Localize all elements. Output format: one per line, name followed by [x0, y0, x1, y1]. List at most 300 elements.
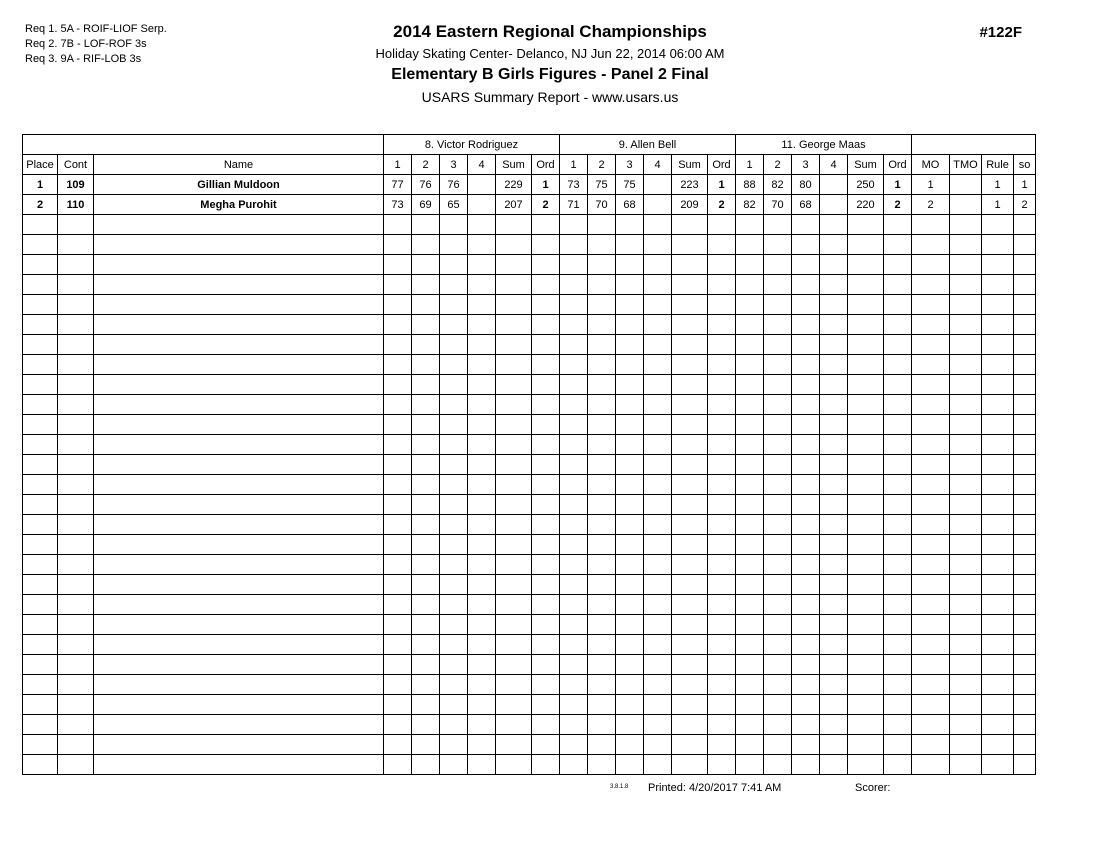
header-judge3-2: 2 — [764, 155, 792, 175]
header-judge3-ord: Ord — [884, 155, 912, 175]
empty-cell — [672, 575, 708, 595]
empty-cell — [560, 375, 588, 395]
empty-cell — [560, 215, 588, 235]
empty-cell — [764, 715, 792, 735]
empty-cell — [982, 335, 1014, 355]
empty-cell — [884, 675, 912, 695]
empty-cell — [532, 455, 560, 475]
empty-cell — [708, 755, 736, 775]
empty-cell — [736, 435, 764, 455]
empty-cell — [616, 435, 644, 455]
empty-cell — [532, 435, 560, 455]
empty-cell — [1014, 695, 1036, 715]
empty-cell — [440, 695, 468, 715]
empty-cell — [708, 675, 736, 695]
empty-cell — [412, 555, 440, 575]
empty-row — [23, 735, 1036, 755]
header-judge2-2: 2 — [588, 155, 616, 175]
empty-cell — [672, 495, 708, 515]
empty-cell — [588, 415, 616, 435]
empty-cell — [884, 735, 912, 755]
empty-cell — [736, 235, 764, 255]
empty-cell — [950, 655, 982, 675]
empty-cell — [950, 535, 982, 555]
empty-cell — [764, 695, 792, 715]
empty-cell — [848, 655, 884, 675]
empty-cell — [58, 515, 94, 535]
cell-judge2-ord: 2 — [708, 195, 736, 215]
empty-cell — [912, 615, 950, 635]
header-judge3-4: 4 — [820, 155, 848, 175]
empty-cell — [736, 515, 764, 535]
empty-cell — [532, 355, 560, 375]
empty-cell — [848, 235, 884, 255]
empty-cell — [440, 375, 468, 395]
empty-cell — [884, 255, 912, 275]
empty-cell — [644, 375, 672, 395]
cell-judge2-score2: 70 — [588, 195, 616, 215]
empty-cell — [23, 295, 58, 315]
empty-cell — [982, 215, 1014, 235]
empty-cell — [1014, 435, 1036, 455]
empty-cell — [1014, 735, 1036, 755]
empty-cell — [736, 395, 764, 415]
empty-cell — [950, 235, 982, 255]
empty-cell — [912, 355, 950, 375]
cell-so: 1 — [1014, 175, 1036, 195]
empty-cell — [532, 415, 560, 435]
empty-cell — [792, 235, 820, 255]
empty-cell — [644, 275, 672, 295]
empty-row — [23, 695, 1036, 715]
empty-row — [23, 215, 1036, 235]
empty-cell — [412, 415, 440, 435]
empty-cell — [672, 735, 708, 755]
empty-cell — [736, 495, 764, 515]
empty-cell — [588, 595, 616, 615]
empty-cell — [950, 295, 982, 315]
empty-cell — [23, 275, 58, 295]
empty-cell — [912, 335, 950, 355]
empty-cell — [588, 495, 616, 515]
empty-cell — [94, 455, 384, 475]
empty-cell — [736, 635, 764, 655]
empty-cell — [588, 755, 616, 775]
empty-cell — [912, 475, 950, 495]
empty-cell — [792, 455, 820, 475]
empty-cell — [496, 475, 532, 495]
empty-cell — [588, 355, 616, 375]
empty-cell — [94, 275, 384, 295]
empty-cell — [412, 455, 440, 475]
empty-cell — [560, 715, 588, 735]
cell-mo: 1 — [912, 175, 950, 195]
empty-cell — [764, 735, 792, 755]
empty-cell — [982, 255, 1014, 275]
empty-cell — [708, 235, 736, 255]
empty-cell — [440, 415, 468, 435]
empty-cell — [1014, 275, 1036, 295]
empty-cell — [58, 215, 94, 235]
empty-cell — [736, 475, 764, 495]
empty-cell — [708, 635, 736, 655]
header-judge3-sum: Sum — [848, 155, 884, 175]
empty-cell — [468, 655, 496, 675]
empty-cell — [384, 495, 412, 515]
empty-cell — [672, 675, 708, 695]
scorer-label: Scorer: — [855, 782, 891, 794]
empty-cell — [1014, 595, 1036, 615]
empty-cell — [384, 455, 412, 475]
empty-cell — [848, 215, 884, 235]
empty-cell — [616, 455, 644, 475]
empty-cell — [792, 395, 820, 415]
empty-cell — [23, 735, 58, 755]
empty-cell — [23, 555, 58, 575]
empty-cell — [912, 715, 950, 735]
empty-cell — [820, 355, 848, 375]
empty-cell — [412, 575, 440, 595]
empty-cell — [792, 255, 820, 275]
empty-cell — [950, 395, 982, 415]
empty-cell — [672, 355, 708, 375]
empty-cell — [94, 495, 384, 515]
empty-cell — [736, 555, 764, 575]
empty-cell — [792, 595, 820, 615]
empty-cell — [58, 595, 94, 615]
empty-cell — [644, 695, 672, 715]
empty-cell — [94, 575, 384, 595]
empty-cell — [950, 675, 982, 695]
empty-cell — [950, 375, 982, 395]
empty-cell — [532, 215, 560, 235]
empty-cell — [588, 735, 616, 755]
header-mo: MO — [912, 155, 950, 175]
empty-cell — [58, 535, 94, 555]
empty-cell — [644, 335, 672, 355]
cell-judge2-score1: 71 — [560, 195, 588, 215]
empty-cell — [588, 215, 616, 235]
empty-cell — [532, 695, 560, 715]
empty-cell — [496, 335, 532, 355]
empty-cell — [384, 515, 412, 535]
empty-cell — [792, 275, 820, 295]
empty-cell — [94, 335, 384, 355]
empty-row — [23, 655, 1036, 675]
empty-cell — [672, 455, 708, 475]
championship-title: 2014 Eastern Regional Championships — [393, 22, 707, 41]
empty-cell — [560, 235, 588, 255]
empty-cell — [884, 355, 912, 375]
empty-cell — [1014, 615, 1036, 635]
empty-cell — [23, 475, 58, 495]
empty-cell — [560, 515, 588, 535]
empty-cell — [384, 215, 412, 235]
empty-cell — [848, 435, 884, 455]
empty-cell — [1014, 255, 1036, 275]
empty-cell — [644, 235, 672, 255]
empty-row — [23, 415, 1036, 435]
empty-cell — [982, 315, 1014, 335]
empty-cell — [708, 415, 736, 435]
empty-cell — [644, 555, 672, 575]
empty-cell — [912, 275, 950, 295]
empty-cell — [1014, 235, 1036, 255]
empty-cell — [560, 635, 588, 655]
empty-cell — [23, 395, 58, 415]
empty-cell — [950, 355, 982, 375]
empty-cell — [58, 255, 94, 275]
empty-cell — [23, 455, 58, 475]
empty-cell — [23, 635, 58, 655]
empty-cell — [820, 655, 848, 675]
score-table — [22, 134, 1036, 775]
header-place: Place — [23, 155, 58, 175]
cell-judge1-score3: 65 — [440, 195, 468, 215]
judge-name-1: 8. Victor Rodriguez — [384, 135, 560, 155]
empty-cell — [848, 455, 884, 475]
empty-cell — [94, 435, 384, 455]
empty-cell — [496, 555, 532, 575]
empty-cell — [412, 535, 440, 555]
empty-cell — [820, 435, 848, 455]
empty-cell — [982, 415, 1014, 435]
cell-judge3-sum: 220 — [848, 195, 884, 215]
empty-cell — [672, 635, 708, 655]
empty-cell — [708, 395, 736, 415]
empty-cell — [58, 755, 94, 775]
empty-cell — [644, 715, 672, 735]
cell-judge3-score4 — [820, 195, 848, 215]
empty-cell — [532, 675, 560, 695]
empty-row — [23, 355, 1036, 375]
empty-cell — [616, 215, 644, 235]
empty-cell — [912, 755, 950, 775]
empty-cell — [820, 515, 848, 535]
header-cont: Cont — [58, 155, 94, 175]
empty-cell — [764, 235, 792, 255]
header-tmo: TMO — [950, 155, 982, 175]
empty-cell — [982, 475, 1014, 495]
empty-cell — [23, 375, 58, 395]
empty-cell — [792, 635, 820, 655]
cell-judge2-ord: 1 — [708, 175, 736, 195]
empty-cell — [672, 335, 708, 355]
empty-cell — [616, 615, 644, 635]
empty-cell — [912, 235, 950, 255]
empty-cell — [848, 255, 884, 275]
empty-cell — [94, 415, 384, 435]
empty-cell — [440, 555, 468, 575]
empty-cell — [912, 215, 950, 235]
empty-cell — [532, 315, 560, 335]
event-number: #122F — [979, 24, 1022, 41]
empty-cell — [468, 555, 496, 575]
empty-cell — [468, 335, 496, 355]
empty-cell — [532, 235, 560, 255]
header-judge2-sum: Sum — [672, 155, 708, 175]
empty-cell — [884, 715, 912, 735]
empty-cell — [764, 635, 792, 655]
empty-cell — [468, 275, 496, 295]
empty-cell — [912, 415, 950, 435]
empty-cell — [792, 755, 820, 775]
empty-cell — [672, 595, 708, 615]
empty-cell — [982, 655, 1014, 675]
empty-cell — [792, 735, 820, 755]
empty-cell — [532, 295, 560, 315]
empty-cell — [412, 615, 440, 635]
empty-cell — [708, 495, 736, 515]
empty-cell — [496, 455, 532, 475]
empty-cell — [820, 535, 848, 555]
empty-cell — [982, 355, 1014, 375]
empty-cell — [982, 535, 1014, 555]
software-version: 3.8.1.8 — [610, 784, 629, 790]
empty-cell — [384, 415, 412, 435]
empty-cell — [764, 575, 792, 595]
empty-cell — [848, 275, 884, 295]
empty-cell — [912, 635, 950, 655]
empty-cell — [644, 315, 672, 335]
empty-cell — [708, 695, 736, 715]
empty-cell — [496, 275, 532, 295]
empty-cell — [1014, 535, 1036, 555]
empty-cell — [94, 695, 384, 715]
empty-cell — [532, 735, 560, 755]
cell-cont: 109 — [58, 175, 94, 195]
empty-cell — [708, 735, 736, 755]
cell-judge3-score3: 68 — [792, 195, 820, 215]
empty-cell — [644, 655, 672, 675]
empty-cell — [532, 655, 560, 675]
empty-cell — [950, 515, 982, 535]
empty-cell — [848, 595, 884, 615]
empty-cell — [616, 475, 644, 495]
empty-cell — [950, 275, 982, 295]
empty-cell — [440, 715, 468, 735]
empty-cell — [764, 355, 792, 375]
empty-cell — [440, 315, 468, 335]
empty-cell — [384, 555, 412, 575]
empty-cell — [1014, 575, 1036, 595]
empty-cell — [848, 375, 884, 395]
empty-cell — [588, 475, 616, 495]
empty-cell — [58, 475, 94, 495]
empty-cell — [1014, 395, 1036, 415]
empty-cell — [820, 575, 848, 595]
empty-cell — [912, 455, 950, 475]
empty-cell — [644, 395, 672, 415]
empty-cell — [440, 295, 468, 315]
empty-cell — [468, 695, 496, 715]
empty-cell — [644, 755, 672, 775]
empty-row — [23, 435, 1036, 455]
empty-cell — [736, 335, 764, 355]
empty-cell — [764, 335, 792, 355]
cell-judge3-score2: 82 — [764, 175, 792, 195]
empty-cell — [792, 415, 820, 435]
empty-cell — [440, 275, 468, 295]
empty-cell — [820, 475, 848, 495]
empty-cell — [496, 755, 532, 775]
empty-cell — [560, 435, 588, 455]
empty-cell — [792, 675, 820, 695]
empty-cell — [912, 495, 950, 515]
empty-cell — [848, 755, 884, 775]
empty-cell — [820, 255, 848, 275]
empty-row — [23, 555, 1036, 575]
empty-cell — [440, 255, 468, 275]
empty-cell — [792, 695, 820, 715]
empty-cell — [616, 575, 644, 595]
empty-cell — [616, 395, 644, 415]
empty-cell — [23, 315, 58, 335]
empty-cell — [468, 415, 496, 435]
empty-cell — [736, 255, 764, 275]
empty-cell — [792, 355, 820, 375]
empty-cell — [764, 255, 792, 275]
header-judge1-ord: Ord — [532, 155, 560, 175]
empty-row — [23, 475, 1036, 495]
empty-cell — [23, 575, 58, 595]
empty-cell — [468, 595, 496, 615]
empty-cell — [848, 475, 884, 495]
cell-judge3-score2: 70 — [764, 195, 792, 215]
empty-cell — [792, 535, 820, 555]
empty-cell — [912, 655, 950, 675]
empty-cell — [384, 755, 412, 775]
cell-judge2-score3: 68 — [616, 195, 644, 215]
empty-cell — [412, 255, 440, 275]
empty-cell — [588, 575, 616, 595]
empty-cell — [468, 575, 496, 595]
empty-cell — [616, 275, 644, 295]
empty-cell — [412, 735, 440, 755]
cell-name: Gillian Muldoon — [94, 175, 384, 195]
empty-cell — [560, 475, 588, 495]
cell-judge2-sum: 209 — [672, 195, 708, 215]
empty-cell — [412, 675, 440, 695]
empty-row — [23, 595, 1036, 615]
empty-cell — [764, 595, 792, 615]
empty-row — [23, 235, 1036, 255]
empty-cell — [616, 515, 644, 535]
empty-cell — [736, 415, 764, 435]
empty-cell — [708, 455, 736, 475]
empty-cell — [496, 315, 532, 335]
empty-cell — [440, 395, 468, 415]
empty-cell — [384, 695, 412, 715]
empty-cell — [560, 735, 588, 755]
empty-cell — [384, 255, 412, 275]
empty-cell — [764, 755, 792, 775]
empty-cell — [496, 675, 532, 695]
empty-cell — [560, 415, 588, 435]
empty-cell — [412, 755, 440, 775]
empty-cell — [588, 555, 616, 575]
empty-cell — [496, 535, 532, 555]
empty-row — [23, 615, 1036, 635]
empty-cell — [672, 515, 708, 535]
empty-cell — [912, 395, 950, 415]
empty-cell — [736, 295, 764, 315]
empty-cell — [764, 615, 792, 635]
empty-cell — [23, 595, 58, 615]
empty-cell — [708, 475, 736, 495]
cell-judge2-sum: 223 — [672, 175, 708, 195]
empty-cell — [884, 575, 912, 595]
